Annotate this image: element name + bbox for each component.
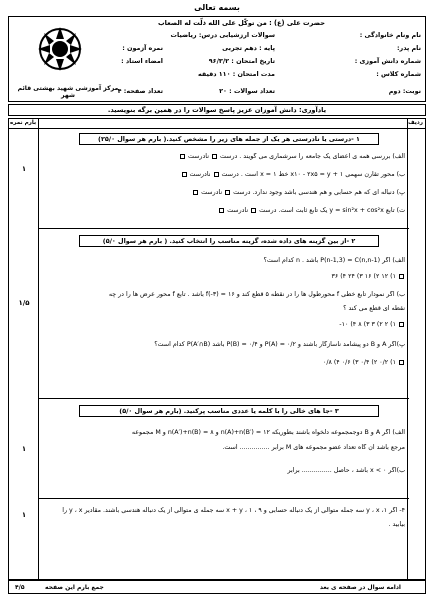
q3-item-a: الف) اگر A و B دوجمجموعه دلخواه باشند بطوریکه ۱۲ = n(A)+n(B′) و ۸ = n(A′)+n(B) و M مجموعه: [131, 429, 405, 436]
page-count-label: تعداد صفحه: ۴: [117, 87, 163, 95]
student-number-label: شماره دانش آموزی :: [354, 57, 421, 65]
q1-a-true-checkbox[interactable]: [212, 154, 217, 159]
q1-a-text: الف) بررسی همه ی اعضای یک جامعه را سرشماری می گویند . درست: [219, 153, 405, 160]
exam-date-label: تاریخ امتحان : ۹۶/۳/۲: [208, 57, 275, 65]
center-name: مرکز آموزشی شهید بهشتی قائم شهر: [17, 85, 119, 99]
q2-c-option-box[interactable]: [399, 360, 404, 365]
duration-label: مدت امتحان : ۱۱۰ دقیقه: [197, 70, 275, 78]
q3-item-b: ب)اگر ۰ > x باشد ، حاصل ............... برابر: [287, 467, 405, 474]
q3-score: ۱: [21, 445, 27, 453]
session-label: نوبت: دوم: [388, 87, 421, 95]
q1-c-false-checkbox[interactable]: [193, 190, 198, 195]
q2-b-options-text: ۱) ۲ ۲) ۳ ۳) ۸ ۴) ۱۰-: [339, 321, 396, 328]
q1-c-true-checkbox[interactable]: [225, 190, 230, 195]
score-column: [9, 119, 39, 579]
table-head: [9, 119, 425, 129]
questions-label: سوالات ارزشیابی درس: ریاضیات: [170, 31, 275, 39]
q4-text: ۴- اگر ۱، y ، x سه جمله متوالی از یک دنباله حسابی و ۹ ، x + y ، ۱ سه جمله ی متوالی از یک دنباله هندسی باشند. مقادیر y ، x را: [62, 507, 405, 514]
q1-score: ۱: [21, 165, 27, 173]
q1-item-c: [43, 189, 405, 196]
q1-item-b: [43, 171, 405, 178]
question-1: [39, 129, 409, 229]
q2-item-b: ب) اگر نمودار تابع خطی f محورطول ها را در نقطه ۵ قطع کند و ۱۶ = (۳-)f باشد . تابع f محور عرض ها را در چه: [108, 291, 405, 298]
q1-d-false-checkbox[interactable]: [219, 208, 224, 213]
q1-d-false-label: نادرست: [227, 207, 249, 214]
exam-score-label: نمره آزمون :: [122, 44, 163, 52]
question-count-label: تعداد سوالات : ۲۰: [219, 87, 275, 95]
q2-item-b-cont: نقطه ای قطع می کند ؟: [343, 305, 405, 312]
question-4: [39, 499, 409, 581]
question-2: [39, 229, 409, 399]
q1-a-false-checkbox[interactable]: [180, 154, 185, 159]
notice: یادآوری: دانش آموزان عزیز پاسخ سوالات را در همین برگه بنویسید.: [8, 104, 426, 116]
q4-score: ۱: [21, 511, 27, 519]
q1-d-true-checkbox[interactable]: [251, 208, 256, 213]
q2-score: ۱/۵: [18, 299, 30, 307]
bismillah: بسمه تعالی: [194, 3, 240, 12]
sum-value: ۴/۵: [15, 584, 25, 591]
question-3-title: ۳ -جا های خالی را با کلمه یا عددی مناسب پرکنید. (بارم هر سوال ۵/۰): [79, 405, 379, 417]
q2-c-options-text: ۱) ۰/۲ ۲) ۰/۴ ۳) ۰/۶ ۴) ۰/۸: [322, 359, 396, 366]
question-2-title: ۲ -از بین گزینه های داده شده، گزینه مناسب را انتخاب کنید. ( بارم هر سوال ۵/۰): [79, 235, 379, 247]
number-column: [407, 119, 425, 579]
q1-d-text: ت) تابع y = sin²x + cos²x یک تابع ثابت است. درست: [259, 207, 405, 214]
sum-label: جمع بارم این صفحه: [45, 584, 104, 591]
footer: [8, 580, 426, 594]
q1-item-d: [43, 207, 405, 214]
q2-item-a: الف) اگر P(n-1,3) = C(n,n-1) باشد . n کدام است؟: [263, 257, 405, 264]
q2-item-c: پ)اگر A و B دو پیشامد ناسازگار باشند و ۰/۲ = P(A) و ۰/۴ = P(B) باشد P(A′∩B) کدام است؟: [154, 341, 405, 348]
questions-table: [8, 118, 426, 580]
q1-c-text: پ) دنباله ای که هم حسابی و هم هندسی باشد وجود ندارد. درست: [233, 189, 405, 196]
q1-b-false-label: نادرست: [189, 171, 211, 178]
slogan: حضرت علی (ع) : من توکّل علی الله ذلّت له الصعاب: [158, 19, 325, 27]
q1-a-false-label: نادرست: [187, 153, 209, 160]
q2-a-option-box[interactable]: [399, 274, 404, 279]
q3-item-a-cont: مرجع باشد آن گاه تعداد عضو مجموعه های M برابر ............... است.: [222, 444, 405, 451]
q2-a-options: [43, 273, 405, 280]
q2-c-options: [43, 359, 405, 366]
row-number-header: ردیف: [408, 120, 423, 126]
q2-b-option-box[interactable]: [399, 322, 404, 327]
q4-text-cont: بیابید .: [388, 521, 405, 528]
header-box: [8, 16, 426, 102]
q1-item-a: [43, 153, 405, 160]
question-1-title: ۱ -درستی یا نادرستی هر یک از جمله های زیر را مشخص کنید.( بارم هر سوال ۲۵/۰): [79, 133, 379, 145]
score-header: بارم نمره: [10, 120, 37, 126]
q2-a-options-text: ۱) ۱۲ ۲) ۱۶ ۳) ۲۴ ۴) ۳۶: [331, 273, 396, 280]
school-logo-icon: [19, 21, 101, 81]
q2-b-options: [43, 321, 405, 328]
question-3: [39, 399, 409, 499]
q1-b-true-checkbox[interactable]: [214, 172, 219, 177]
continue-note: ادامه سوال در صفحه ی بعد: [319, 584, 401, 591]
grade-label: پایه : دهم تجربی: [222, 44, 275, 52]
teacher-sign-label: امضاء استاد :: [121, 57, 163, 65]
q1-b-false-checkbox[interactable]: [182, 172, 187, 177]
q1-c-false-label: نادرست: [201, 189, 223, 196]
father-name-label: نام پدر:: [396, 44, 421, 52]
class-number-label: شماره کلاس :: [376, 70, 421, 78]
q1-b-text: ب) محور تقارن سهمی ۱ + x۱۰ - ۲x۵ = y خط ۱ = x است . درست: [221, 171, 405, 178]
student-name-label: نام ونام خانوادگی :: [359, 31, 421, 39]
